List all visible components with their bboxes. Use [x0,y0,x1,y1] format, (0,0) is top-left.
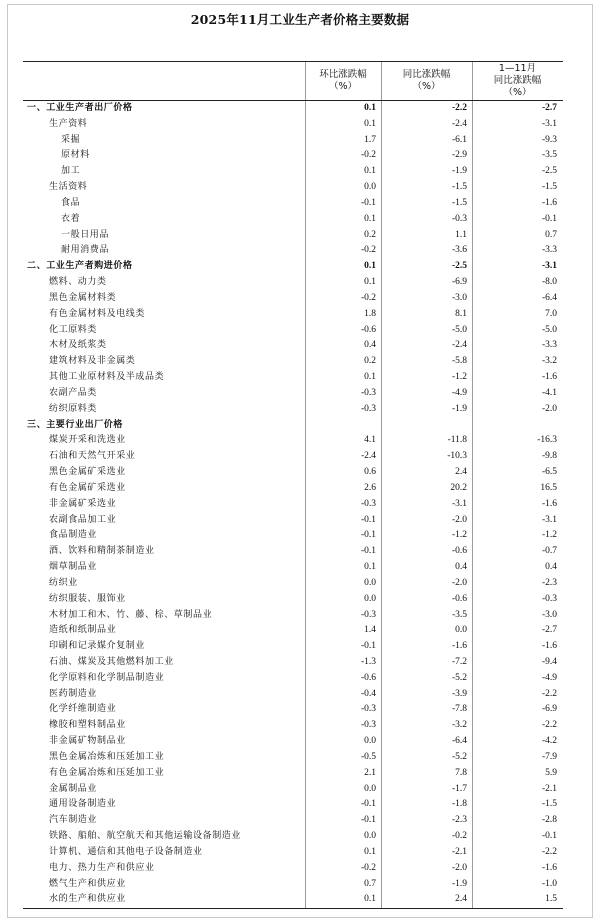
row-label: 通用设备制造业 [49,799,117,810]
yoy-value: -3.2 [451,720,467,731]
table-row [23,671,563,687]
yoy-value: 20.2 [450,482,467,493]
ytd-value: -6.4 [541,292,557,303]
mom-value: 0.1 [364,372,376,383]
ytd-value: -2.1 [541,783,557,794]
mom-value: 0.0 [364,831,376,842]
ytd-value: 5.9 [545,767,557,778]
ytd-value: -1.2 [541,530,557,541]
yoy-value: -0.6 [451,546,467,557]
yoy-value: -6.1 [451,134,467,145]
mom-value: -0.2 [360,292,376,303]
mom-value: 4.1 [364,435,376,446]
mom-value: -0.1 [360,641,376,652]
mom-value: -0.5 [360,751,376,762]
ytd-value: -6.5 [541,467,557,478]
row-label: 一般日用品 [61,229,110,240]
table-row [23,228,563,244]
header-ytd-line1: 1—11月 [498,63,537,74]
yoy-value: -2.9 [451,150,467,161]
header-mom-line2: （%） [328,81,357,92]
header-yoy-line1: 同比涨跌幅 [402,69,451,80]
mom-value: -0.6 [360,672,376,683]
yoy-value: -1.2 [451,372,467,383]
row-label: 黑色金属材料类 [49,292,117,303]
table-row [23,275,563,291]
mom-value: 1.8 [364,308,376,319]
ytd-value: -3.3 [541,245,557,256]
table-row [23,497,563,513]
ytd-value: -4.1 [541,387,557,398]
yoy-value: 0.0 [455,625,467,636]
table-row [23,212,563,228]
mom-value: -0.3 [360,720,376,731]
ytd-value: -1.6 [541,498,557,509]
row-label: 生产资料 [49,118,88,129]
row-label: 有色金属材料及电线类 [49,308,146,319]
row-label: 耐用消费品 [61,245,110,256]
table-row [23,892,563,908]
yoy-value: -1.9 [451,403,467,414]
row-label: 原材料 [61,150,90,161]
row-label: 烟草制品业 [49,562,98,573]
yoy-value: -2.0 [451,862,467,873]
yoy-value: -3.6 [451,245,467,256]
table-row [23,845,563,861]
yoy-value: -2.0 [451,577,467,588]
mom-value: -1.3 [360,656,376,667]
yoy-value: -2.4 [451,340,467,351]
table-row [23,481,563,497]
header-mom-line1: 环比涨跌幅 [319,69,367,80]
table-row [23,433,563,449]
table-row [23,655,563,671]
mom-value: 1.4 [364,625,376,636]
header-yoy-line2: （%） [412,81,441,92]
table-row [23,196,563,212]
table-row [23,687,563,703]
yoy-value: -1.6 [451,641,467,652]
row-label: 化工原料类 [49,324,98,335]
table-row [23,576,563,592]
row-label: 汽车制造业 [49,815,98,826]
ytd-value: -4.9 [541,672,557,683]
table-row [23,101,563,117]
ytd-value: -2.2 [541,720,557,731]
row-label: 石油和天然气开采业 [49,451,136,462]
row-label: 一、工业生产者出厂价格 [27,103,133,113]
row-label: 食品 [61,197,81,208]
yoy-value: -4.9 [451,387,467,398]
mom-value: -0.1 [360,546,376,557]
ytd-value: -2.5 [541,166,557,177]
yoy-value: -3.5 [451,609,467,620]
mom-value: 0.1 [364,213,376,224]
header-ytd-line3: （%） [503,87,532,98]
mom-value: 0.2 [364,356,376,367]
yoy-value: -5.2 [451,751,467,762]
row-label: 建筑材料及非金属类 [49,356,136,367]
table-row [23,861,563,877]
yoy-value: -3.0 [451,292,467,303]
table-row [23,291,563,307]
yoy-value: -7.8 [451,704,467,715]
row-label: 加工 [61,166,81,177]
mom-value: 0.0 [364,182,376,193]
mom-value: -0.3 [360,609,376,620]
row-label: 黑色金属冶炼和压延加工业 [49,751,165,762]
row-label: 纺织原料类 [49,403,98,414]
yoy-value: -11.8 [447,435,467,446]
row-label: 农副食品加工业 [49,514,117,525]
row-label: 酒、饮料和精制茶制造业 [49,546,155,557]
ytd-value: -3.3 [541,340,557,351]
ytd-value: -1.6 [541,197,557,208]
row-label: 采掘 [61,134,81,145]
mom-value: -2.4 [360,451,376,462]
row-label: 燃料、动力类 [49,277,107,288]
row-label: 农副产品类 [49,387,98,398]
yoy-value: -1.5 [451,197,467,208]
mom-value: -0.3 [360,387,376,398]
mom-value: -0.6 [360,324,376,335]
ytd-value: -2.8 [541,815,557,826]
yoy-value: 0.4 [455,562,467,573]
row-label: 其他工业原材料及半成品类 [49,372,165,383]
row-label: 非金属矿物制品业 [49,736,126,747]
table-row [23,148,563,164]
mom-value: -0.3 [360,403,376,414]
row-label: 非金属矿采选业 [49,498,117,509]
yoy-value: 7.8 [455,767,467,778]
yoy-value: -3.9 [451,688,467,699]
ytd-value: -0.1 [541,213,557,224]
row-label: 三、主要行业出厂价格 [27,419,124,430]
table-row [23,449,563,465]
yoy-value: 2.4 [455,894,467,905]
mom-value: -0.3 [360,498,376,509]
yoy-value: -6.4 [451,736,467,747]
table-row [23,133,563,149]
ytd-value: -1.6 [541,372,557,383]
yoy-value: -2.1 [451,846,467,857]
yoy-value: -2.4 [451,118,467,129]
mom-value: 0.1 [364,261,376,272]
mom-value: 2.6 [364,482,376,493]
ytd-value: -7.9 [541,751,557,762]
table-row [23,386,563,402]
ytd-value: -3.5 [541,150,557,161]
row-label: 有色金属矿采选业 [49,482,126,493]
yoy-value: -2.0 [451,514,467,525]
mom-value: 0.1 [364,846,376,857]
row-label: 木材及纸浆类 [49,340,107,351]
yoy-value: -2.5 [451,261,467,272]
mom-value: 0.1 [364,103,376,113]
ytd-value: 16.5 [540,482,557,493]
ytd-value: -2.2 [541,846,557,857]
table-row [23,766,563,782]
header-yoy [381,62,472,100]
mom-value: 0.2 [364,229,376,240]
ytd-value: -3.1 [541,118,557,129]
yoy-value: -5.0 [451,324,467,335]
ytd-value: -9.8 [541,451,557,462]
mom-value: -0.2 [360,862,376,873]
table-row [23,307,563,323]
table-row [23,180,563,196]
mom-value: 0.6 [364,467,376,478]
mom-value: -0.1 [360,514,376,525]
ytd-value: -5.0 [541,324,557,335]
row-label: 石油、煤炭及其他燃料加工业 [49,656,174,667]
ytd-value: -1.5 [541,799,557,810]
row-label: 黑色金属矿采选业 [49,467,126,478]
table-row [23,829,563,845]
yoy-value: -3.1 [451,498,467,509]
table-row [23,513,563,529]
ytd-value: -3.2 [541,356,557,367]
mom-value: -0.1 [360,799,376,810]
row-label: 造纸和纸制品业 [49,625,117,636]
mom-value: 0.0 [364,577,376,588]
row-label: 煤炭开采和洗选业 [49,435,126,446]
row-label: 二、工业生产者购进价格 [27,261,133,272]
table-row [23,117,563,133]
ytd-value: 7.0 [545,308,557,319]
mom-value: 1.7 [364,134,376,145]
document-title: 2025年11月工业生产者价格主要数据 [190,12,410,27]
yoy-value: 1.1 [455,229,467,240]
mom-value: 0.0 [364,593,376,604]
yoy-value: -2.3 [451,815,467,826]
header-mom [305,62,381,100]
yoy-value: 8.1 [455,308,467,319]
ytd-value: -0.1 [541,831,557,842]
ytd-value: -4.2 [541,736,557,747]
row-label: 医药制造业 [49,688,98,699]
ytd-value: -1.6 [541,862,557,873]
mom-value: 0.0 [364,736,376,747]
yoy-value: -2.2 [451,103,467,113]
ytd-value: -1.0 [541,878,557,889]
ytd-value: -9.4 [541,656,557,667]
ytd-value: -2.0 [541,403,557,414]
table-body [23,101,563,908]
mom-value: 0.1 [364,118,376,129]
mom-value: -0.2 [360,245,376,256]
row-label: 电力、热力生产和供应业 [49,862,155,873]
yoy-value: 2.4 [455,467,467,478]
ytd-value: -1.5 [541,182,557,193]
mom-value: 0.7 [364,878,376,889]
row-label: 计算机、通信和其他电子设备制造业 [49,846,203,857]
row-label: 化学原料和化学制品制造业 [49,672,165,683]
table-row [23,402,563,418]
mom-value: -0.1 [360,197,376,208]
mom-value: 0.1 [364,166,376,177]
table-row [23,750,563,766]
row-label: 纺织业 [49,577,78,588]
yoy-value: -5.2 [451,672,467,683]
yoy-value: -1.2 [451,530,467,541]
table-row [23,592,563,608]
yoy-value: -5.8 [451,356,467,367]
table-row [23,418,563,434]
row-label: 铁路、船舶、航空航天和其他运输设备制造业 [49,831,242,842]
table-row [23,465,563,481]
table-row [23,623,563,639]
row-label: 化学纤维制造业 [49,704,117,715]
table-row [23,877,563,893]
ytd-value: -9.3 [541,134,557,145]
table-row [23,813,563,829]
mom-value: -0.1 [360,530,376,541]
row-label: 衣着 [61,213,81,224]
mom-value: -0.3 [360,704,376,715]
mom-value: 2.1 [364,767,376,778]
table-row [23,338,563,354]
table-row [23,164,563,180]
row-label: 橡胶和塑料制品业 [49,720,126,731]
ytd-value: -2.3 [541,577,557,588]
ytd-value: -2.7 [541,625,557,636]
mom-value: 0.4 [364,340,376,351]
ytd-value: -3.0 [541,609,557,620]
row-label: 纺织服装、服饰业 [49,593,126,604]
mom-value: -0.1 [360,815,376,826]
yoy-value: -0.2 [451,831,467,842]
mom-value: -0.4 [360,688,376,699]
yoy-value: -1.9 [451,166,467,177]
row-label: 金属制品业 [49,783,98,794]
row-label: 水的生产和供应业 [49,894,126,905]
table-header [23,62,563,101]
table-row [23,797,563,813]
table-row [23,718,563,734]
yoy-value: -0.6 [451,593,467,604]
mom-value: 0.1 [364,277,376,288]
header-ytd-line2: 同比涨跌幅 [493,75,542,86]
mom-value: -0.2 [360,150,376,161]
ytd-value: -2.7 [541,103,557,113]
ytd-value: 0.7 [545,229,557,240]
table-row [23,608,563,624]
row-label: 燃气生产和供应业 [49,878,126,889]
ytd-value: 0.4 [545,562,557,573]
ytd-value: -3.1 [541,261,557,272]
ytd-value: -3.1 [541,514,557,525]
price-data-table [23,61,563,909]
mom-value: 0.1 [364,562,376,573]
row-label: 生活资料 [49,182,88,193]
row-label: 食品制造业 [49,530,98,541]
ytd-value: -6.9 [541,704,557,715]
yoy-value: -7.2 [451,656,467,667]
ytd-value: -0.3 [541,593,557,604]
row-label: 印刷和记录媒介复制业 [49,641,146,652]
table-row [23,354,563,370]
row-label: 木材加工和木、竹、藤、棕、草制品业 [49,609,213,620]
yoy-value: -1.7 [451,783,467,794]
table-row [23,243,563,259]
table-row [23,370,563,386]
ytd-value: -16.3 [537,435,557,446]
yoy-value: -1.9 [451,878,467,889]
mom-value: 0.0 [364,783,376,794]
table-row [23,734,563,750]
ytd-value: -0.7 [541,546,557,557]
yoy-value: -10.3 [447,451,467,462]
table-row [23,544,563,560]
table-row [23,782,563,798]
ytd-value: -8.0 [541,277,557,288]
ytd-value: -2.2 [541,688,557,699]
table-row [23,259,563,275]
yoy-value: -1.8 [451,799,467,810]
yoy-value: -6.9 [451,277,467,288]
table-row [23,323,563,339]
table-row [23,702,563,718]
header-ytd [472,62,563,100]
yoy-value: -1.5 [451,182,467,193]
ytd-value: 1.5 [545,894,557,905]
yoy-value: -0.3 [451,213,467,224]
ytd-value: -1.6 [541,641,557,652]
table-row [23,639,563,655]
row-label: 有色金属冶炼和压延加工业 [49,767,165,778]
table-row [23,528,563,544]
mom-value: 0.1 [364,894,376,905]
table-row [23,560,563,576]
